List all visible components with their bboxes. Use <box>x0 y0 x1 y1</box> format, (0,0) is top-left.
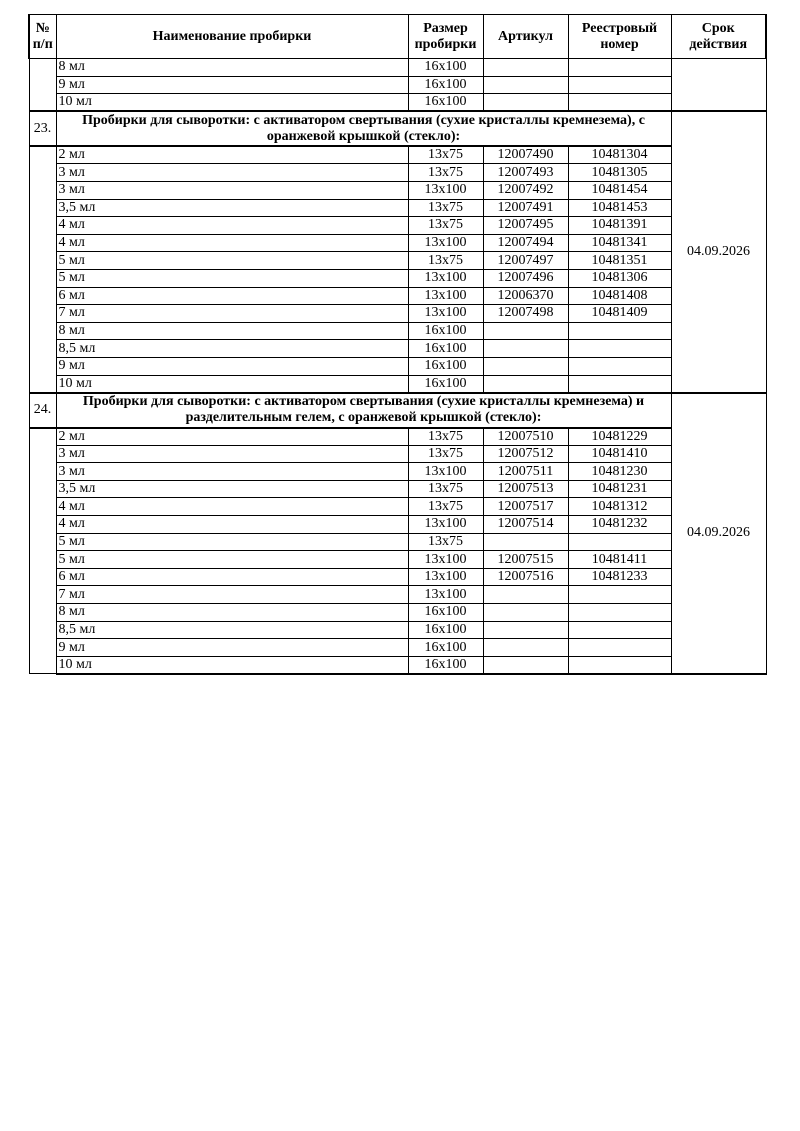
table-row <box>29 340 766 358</box>
tube-size-cell: 13x100 <box>408 305 483 323</box>
tube-name-cell: 8 мл <box>56 604 408 622</box>
tube-size-cell: 13x100 <box>408 269 483 287</box>
registry-number-cell: 10481391 <box>568 217 671 235</box>
registry-number-cell <box>568 94 671 112</box>
tubes-table <box>28 14 767 675</box>
section-number-cell: 23. <box>29 111 56 146</box>
tube-name-cell: 2 мл <box>56 146 408 164</box>
tube-size-cell: 13x100 <box>408 568 483 586</box>
tube-name-cell: 2 мл <box>56 428 408 446</box>
col-header-term: Срок действия <box>671 15 766 59</box>
table-row <box>29 357 766 375</box>
tube-size-cell: 16x100 <box>408 357 483 375</box>
article-cell <box>483 340 568 358</box>
table-row <box>29 480 766 498</box>
tube-name-cell: 4 мл <box>56 234 408 252</box>
registry-number-cell: 10481230 <box>568 463 671 481</box>
tube-name-cell: 3 мл <box>56 181 408 199</box>
section-title-row <box>29 393 766 428</box>
registry-number-cell <box>568 76 671 94</box>
tube-name-cell: 5 мл <box>56 551 408 569</box>
table-row <box>29 322 766 340</box>
article-cell: 12007497 <box>483 252 568 270</box>
registry-number-cell: 10481410 <box>568 445 671 463</box>
tube-size-cell: 16x100 <box>408 639 483 657</box>
row-number-cell <box>29 428 56 674</box>
tube-name-cell: 10 мл <box>56 375 408 393</box>
tube-size-cell: 13x75 <box>408 480 483 498</box>
tube-size-cell: 13x100 <box>408 551 483 569</box>
tube-name-cell: 4 мл <box>56 217 408 235</box>
table-row <box>29 199 766 217</box>
registry-number-cell: 10481351 <box>568 252 671 270</box>
table-row <box>29 656 766 674</box>
validity-cell <box>671 59 766 112</box>
registry-number-cell <box>568 621 671 639</box>
registry-number-cell: 10481229 <box>568 428 671 446</box>
table-row <box>29 252 766 270</box>
registry-number-cell: 10481454 <box>568 181 671 199</box>
table-row <box>29 94 766 112</box>
article-cell: 12007511 <box>483 463 568 481</box>
table-row <box>29 516 766 534</box>
article-cell: 12007491 <box>483 199 568 217</box>
tube-name-cell: 7 мл <box>56 305 408 323</box>
tube-size-cell: 13x100 <box>408 586 483 604</box>
col-header-article: Артикул <box>483 15 568 59</box>
tube-size-cell: 16x100 <box>408 76 483 94</box>
article-cell: 12007514 <box>483 516 568 534</box>
table-row <box>29 445 766 463</box>
tube-size-cell: 16x100 <box>408 59 483 77</box>
table-row <box>29 164 766 182</box>
tube-size-cell: 13x100 <box>408 234 483 252</box>
tube-name-cell: 8 мл <box>56 59 408 77</box>
tube-size-cell: 16x100 <box>408 94 483 112</box>
tube-name-cell: 10 мл <box>56 656 408 674</box>
tube-size-cell: 13x100 <box>408 516 483 534</box>
tube-name-cell: 5 мл <box>56 269 408 287</box>
article-cell <box>483 639 568 657</box>
registry-number-cell: 10481453 <box>568 199 671 217</box>
table-row <box>29 217 766 235</box>
article-cell: 12007490 <box>483 146 568 164</box>
article-cell: 12007516 <box>483 568 568 586</box>
tube-size-cell: 13x75 <box>408 199 483 217</box>
article-cell <box>483 656 568 674</box>
registry-number-cell: 10481305 <box>568 164 671 182</box>
article-cell: 12007496 <box>483 269 568 287</box>
section-title-row <box>29 111 766 146</box>
section-number-cell: 24. <box>29 393 56 428</box>
tube-name-cell: 8,5 мл <box>56 621 408 639</box>
col-header-size: Размер пробирки <box>408 15 483 59</box>
registry-number-cell <box>568 533 671 551</box>
article-cell: 12007493 <box>483 164 568 182</box>
tube-name-cell: 3 мл <box>56 463 408 481</box>
tube-name-cell: 9 мл <box>56 357 408 375</box>
article-cell: 12007513 <box>483 480 568 498</box>
article-cell <box>483 621 568 639</box>
article-cell: 12007495 <box>483 217 568 235</box>
table-row <box>29 463 766 481</box>
col-header-num: № п/п <box>29 15 56 59</box>
table-row <box>29 59 766 77</box>
tube-size-cell: 16x100 <box>408 375 483 393</box>
validity-cell: 04.09.2026 <box>671 111 766 392</box>
registry-number-cell <box>568 639 671 657</box>
registry-number-cell: 10481306 <box>568 269 671 287</box>
tube-name-cell: 3 мл <box>56 164 408 182</box>
table-row <box>29 621 766 639</box>
table-row <box>29 287 766 305</box>
registry-number-cell: 10481341 <box>568 234 671 252</box>
article-cell: 12007492 <box>483 181 568 199</box>
tube-name-cell: 9 мл <box>56 639 408 657</box>
registry-number-cell: 10481411 <box>568 551 671 569</box>
article-cell <box>483 375 568 393</box>
table-row <box>29 234 766 252</box>
section-title-cell: Пробирки для сыворотки: с активатором свертывания (сухие кристаллы кремнезема), с оранжевой крышкой (стекло): <box>56 111 671 146</box>
validity-cell: 04.09.2026 <box>671 393 766 674</box>
tube-name-cell: 6 мл <box>56 568 408 586</box>
article-cell <box>483 604 568 622</box>
registry-number-cell: 10481304 <box>568 146 671 164</box>
article-cell: 12007515 <box>483 551 568 569</box>
section-title-cell: Пробирки для сыворотки: с активатором свертывания (сухие кристаллы кремнезема) и разделительным гелем, с оранжевой крышкой (стекло): <box>56 393 671 428</box>
tube-size-cell: 16x100 <box>408 322 483 340</box>
table-row <box>29 568 766 586</box>
tube-name-cell: 8,5 мл <box>56 340 408 358</box>
registry-number-cell <box>568 340 671 358</box>
table-row <box>29 533 766 551</box>
tube-size-cell: 13x75 <box>408 217 483 235</box>
tube-name-cell: 9 мл <box>56 76 408 94</box>
tube-name-cell: 3,5 мл <box>56 199 408 217</box>
article-cell: 12006370 <box>483 287 568 305</box>
registry-number-cell <box>568 322 671 340</box>
article-cell: 12007517 <box>483 498 568 516</box>
article-cell <box>483 94 568 112</box>
tube-size-cell: 16x100 <box>408 621 483 639</box>
table-row <box>29 305 766 323</box>
tube-name-cell: 6 мл <box>56 287 408 305</box>
tube-size-cell: 13x75 <box>408 164 483 182</box>
table-row <box>29 428 766 446</box>
tube-name-cell: 3,5 мл <box>56 480 408 498</box>
tube-name-cell: 7 мл <box>56 586 408 604</box>
article-cell: 12007498 <box>483 305 568 323</box>
tube-size-cell: 13x100 <box>408 181 483 199</box>
registry-number-cell: 10481312 <box>568 498 671 516</box>
article-cell <box>483 76 568 94</box>
table-row <box>29 375 766 393</box>
tube-size-cell: 13x75 <box>408 533 483 551</box>
article-cell <box>483 322 568 340</box>
table-row <box>29 551 766 569</box>
registry-number-cell <box>568 357 671 375</box>
tube-size-cell: 13x100 <box>408 463 483 481</box>
tube-name-cell: 5 мл <box>56 252 408 270</box>
article-cell: 12007512 <box>483 445 568 463</box>
tube-name-cell: 3 мл <box>56 445 408 463</box>
table-row <box>29 639 766 657</box>
tube-size-cell: 13x75 <box>408 252 483 270</box>
row-number-cell <box>29 59 56 112</box>
table-row <box>29 181 766 199</box>
registry-number-cell <box>568 586 671 604</box>
table-row <box>29 76 766 94</box>
tube-name-cell: 4 мл <box>56 516 408 534</box>
article-cell <box>483 357 568 375</box>
article-cell: 12007510 <box>483 428 568 446</box>
article-cell: 12007494 <box>483 234 568 252</box>
registry-number-cell <box>568 375 671 393</box>
tube-size-cell: 13x75 <box>408 498 483 516</box>
col-header-name: Наименование пробирки <box>56 15 408 59</box>
row-number-cell <box>29 146 56 392</box>
registry-number-cell <box>568 59 671 77</box>
registry-number-cell: 10481409 <box>568 305 671 323</box>
table-row <box>29 586 766 604</box>
registry-number-cell <box>568 604 671 622</box>
tube-size-cell: 13x75 <box>408 146 483 164</box>
header-row <box>29 15 766 59</box>
table-row <box>29 498 766 516</box>
table-row <box>29 604 766 622</box>
registry-number-cell: 10481231 <box>568 480 671 498</box>
tube-size-cell: 16x100 <box>408 604 483 622</box>
tube-name-cell: 4 мл <box>56 498 408 516</box>
tube-name-cell: 8 мл <box>56 322 408 340</box>
col-header-reg: Реестровый номер <box>568 15 671 59</box>
tube-size-cell: 13x100 <box>408 287 483 305</box>
article-cell <box>483 586 568 604</box>
tube-size-cell: 16x100 <box>408 340 483 358</box>
registry-number-cell: 10481408 <box>568 287 671 305</box>
registry-number-cell <box>568 656 671 674</box>
tube-size-cell: 13x75 <box>408 445 483 463</box>
article-cell <box>483 59 568 77</box>
tube-name-cell: 5 мл <box>56 533 408 551</box>
registry-number-cell: 10481233 <box>568 568 671 586</box>
tube-name-cell: 10 мл <box>56 94 408 112</box>
registry-number-cell: 10481232 <box>568 516 671 534</box>
tube-size-cell: 16x100 <box>408 656 483 674</box>
table-row <box>29 146 766 164</box>
tube-size-cell: 13x75 <box>408 428 483 446</box>
table-row <box>29 269 766 287</box>
article-cell <box>483 533 568 551</box>
